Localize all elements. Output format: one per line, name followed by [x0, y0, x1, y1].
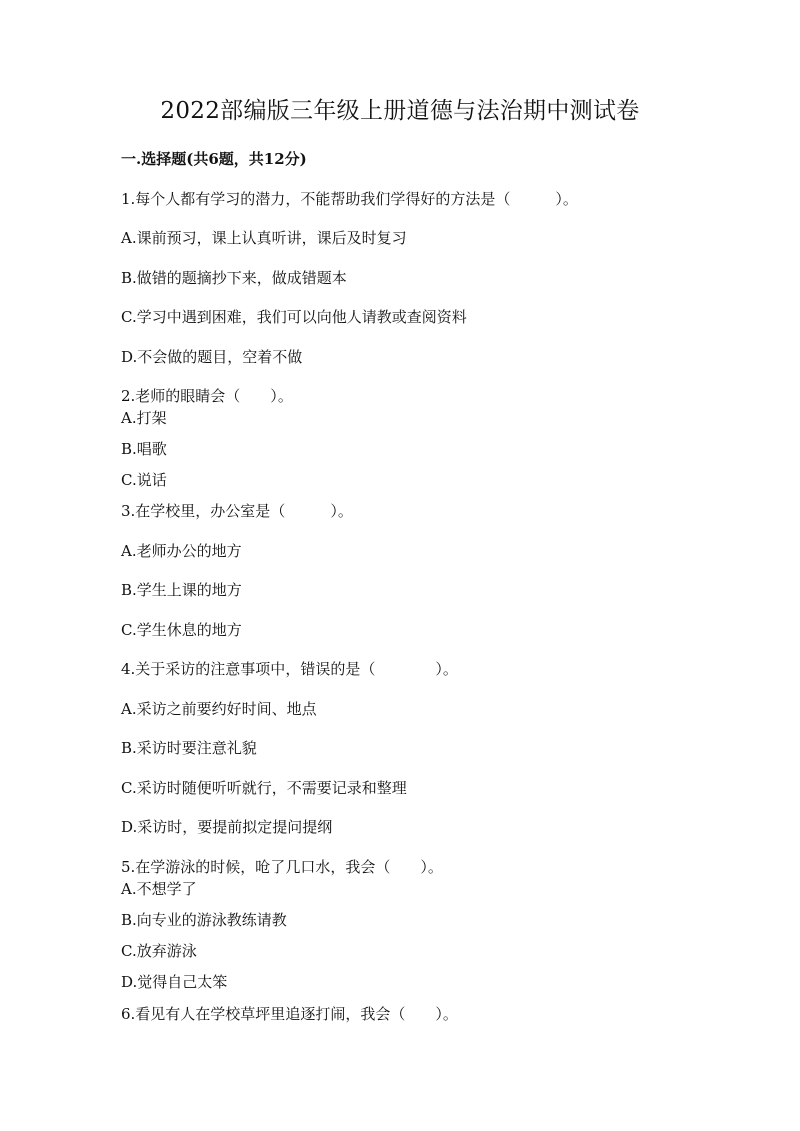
question-5-option-b: B.向专业的游泳教练请教: [121, 911, 287, 929]
question-6-stem: 6.看见有人在学校草坪里追逐打闹，我会（ ）。: [121, 1005, 458, 1023]
question-5-stem: 5.在学游泳的时候，呛了几口水，我会（ ）。: [121, 858, 443, 876]
question-1-option-d: D.不会做的题目，空着不做: [121, 348, 303, 366]
question-5-option-a: A.不想学了: [121, 880, 197, 898]
question-5-option-d: D.觉得自己太笨: [121, 973, 228, 991]
question-1-option-b: B.做错的题摘抄下来，做成错题本: [121, 269, 347, 287]
question-2-option-a: A.打架: [121, 409, 167, 427]
question-3-option-a: A.老师办公的地方: [121, 542, 242, 560]
question-5-option-c: C.放弃游泳: [121, 942, 197, 960]
section-header: 一.选择题(共6题，共12分): [121, 150, 307, 168]
question-4-option-a: A.采访之前要约好时间、地点: [121, 700, 317, 718]
exam-title: 2022部编版三年级上册道德与法治期中测试卷: [160, 98, 640, 124]
question-4-option-c: C.采访时随便听听就行，不需要记录和整理: [121, 779, 407, 797]
question-2-option-b: B.唱歌: [121, 440, 167, 458]
question-1-stem: 1.每个人都有学习的潜力，不能帮助我们学得好的方法是（ ）。: [121, 190, 578, 208]
question-1-option-c: C.学习中遇到困难，我们可以向他人请教或查阅资料: [121, 308, 467, 326]
question-4-option-b: B.采访时要注意礼貌: [121, 739, 257, 757]
question-1-option-a: A.课前预习，课上认真听讲，课后及时复习: [121, 229, 407, 247]
question-4-stem: 4.关于采访的注意事项中，错误的是（ ）。: [121, 660, 458, 678]
question-3-option-c: C.学生休息的地方: [121, 621, 242, 639]
question-2-option-c: C.说话: [121, 471, 167, 489]
question-2-stem: 2.老师的眼睛会（ ）。: [121, 387, 293, 405]
question-3-stem: 3.在学校里，办公室是（ ）。: [121, 502, 353, 520]
question-4-option-d: D.采访时，要提前拟定提问提纲: [121, 818, 333, 836]
question-3-option-b: B.学生上课的地方: [121, 581, 242, 599]
